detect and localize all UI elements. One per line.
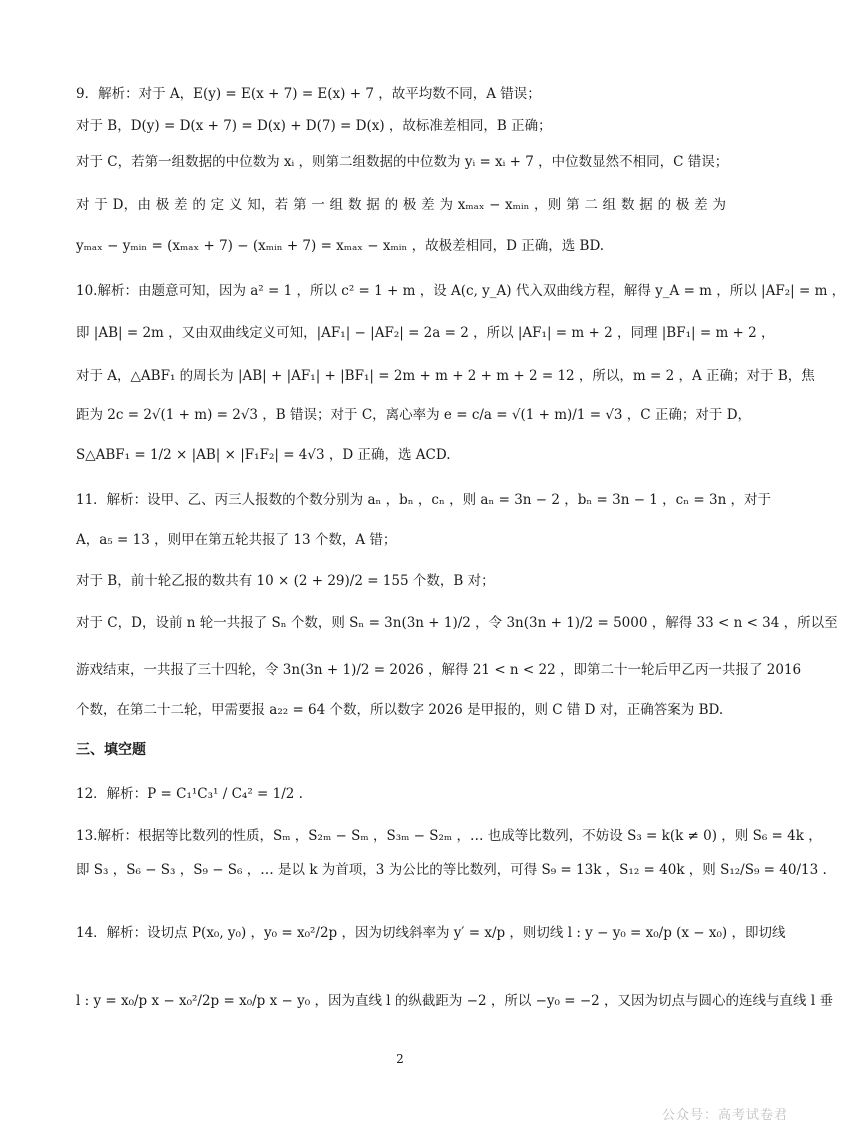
- text-line: 对于 B，D(y) = D(x + 7) = D(x) + D(7) = D(x) ，故标准差相同，B 正确；: [76, 118, 552, 134]
- text-line: 对于 C，D，设前 n 轮一共报了 Sₙ 个数，则 Sₙ = 3n(3n + 1)/2 ，令 3n(3n + 1)/2 = 5000 ，解得 33 < n < 34 ，所以至: [76, 615, 838, 631]
- watermark: 公众号：高考试卷君: [661, 1108, 788, 1123]
- text-line: 14．解析：设切点 P(x₀, y₀) ，y₀ = x₀²/2p ，因为切线斜率为 y′ = x/p ，则切线 l : y − y₀ = x₀/p (x − x₀) ，即切线: [76, 925, 786, 941]
- text-line: 9．解析：对于 A，E(y) = E(x + 7) = E(x) + 7 ，故平均数不同，A 错误；: [76, 86, 541, 102]
- text-line: 对于 B，前十轮乙报的数共有 10 × (2 + 29)/2 = 155 个数，B 对；: [76, 573, 495, 589]
- text-line: 游戏结束，一共报了三十四轮，令 3n(3n + 1)/2 = 2026 ，解得 21 < n < 22 ，即第二十一轮后甲乙丙一共报了 2016: [76, 662, 802, 678]
- text-line: yₘₐₓ − yₘᵢₙ = (xₘₐₓ + 7) − (xₘᵢₙ + 7) = xₘₐₓ − xₘᵢₙ ，故极差相同，D 正确，选 BD.: [76, 238, 605, 254]
- text-line: S△ABF₁ = 1/2 × |AB| × |F₁F₂| = 4√3 ，D 正确，选 ACD.: [76, 447, 451, 463]
- text-line: 即 S₃ ，S₆ − S₃ ，S₉ − S₆ ，… 是以 k 为首项，3 为公比的等比数列，可得 S₉ = 13k ，S₁₂ = 40k ，则 S₁₂/S₉ = 40/13 .: [76, 862, 827, 878]
- text-line: 10.解析：由题意可知，因为 a² = 1 ，所以 c² = 1 + m ，设 A(c, y_A) 代入双曲线方程，解得 y_A = m ，所以 |AF₂| = m ，: [76, 283, 845, 299]
- text-line: 对于 A，△ABF₁ 的周长为 |AB| + |AF₁| + |BF₁| = 2m + m + 2 + m + 2 = 12 ，所以，m = 2 ，A 正确；对于 B，焦: [76, 368, 815, 384]
- text-line: 个数，在第二十二轮，甲需要报 a₂₂ = 64 个数，所以数字 2026 是甲报的，则 C 错 D 对，正确答案为 BD.: [76, 702, 724, 718]
- page-number: 2: [396, 1052, 404, 1066]
- section-heading: 三、填空题: [76, 742, 146, 758]
- text-line: 12．解析：P = C₁¹C₃¹ / C₄² = 1/2 .: [76, 786, 303, 802]
- text-line: l : y = x₀/p x − x₀²/2p = x₀/p x − y₀ ，因为直线 l 的纵截距为 −2 ，所以 −y₀ = −2 ，又因为切点与圆心的连线与直线 l 垂: [76, 993, 833, 1009]
- text-line: 即 |AB| = 2m ，又由双曲线定义可知，|AF₁| − |AF₂| = 2a = 2 ，所以 |AF₁| = m + 2 ，同理 |BF₁| = m + 2 ，: [76, 325, 775, 341]
- text-line: 对于 C，若第一组数据的中位数为 xᵢ ，则第二组数据的中位数为 yᵢ = xᵢ + 7 ，中位数显然不相同，C 错误；: [76, 154, 729, 170]
- text-line: 对 于 D，由 极 差 的 定 义 知，若 第 一 组 数 据 的 极 差 为 xₘₐₓ − xₘᵢₙ ，则 第 二 组 数 据 的 极 差 为: [76, 197, 726, 213]
- text-line: 11．解析：设甲、乙、丙三人报数的个数分别为 aₙ ，bₙ ，cₙ ，则 aₙ = 3n − 2 ，bₙ = 3n − 1 ，cₙ = 3n ，对于: [76, 492, 772, 508]
- text-line: A，a₅ = 13 ，则甲在第五轮共报了 13 个数，A 错；: [76, 532, 397, 548]
- text-line: 13.解析：根据等比数列的性质，Sₘ ，S₂ₘ − Sₘ ，S₃ₘ − S₂ₘ ，… 也成等比数列，不妨设 S₃ = k(k ≠ 0) ，则 S₆ = 4k ，: [76, 828, 822, 844]
- text-line: 距为 2c = 2√(1 + m) = 2√3 ，B 错误；对于 C，离心率为 e = c/a = √(1 + m)/1 = √3 ，C 正确；对于 D，: [76, 407, 752, 423]
